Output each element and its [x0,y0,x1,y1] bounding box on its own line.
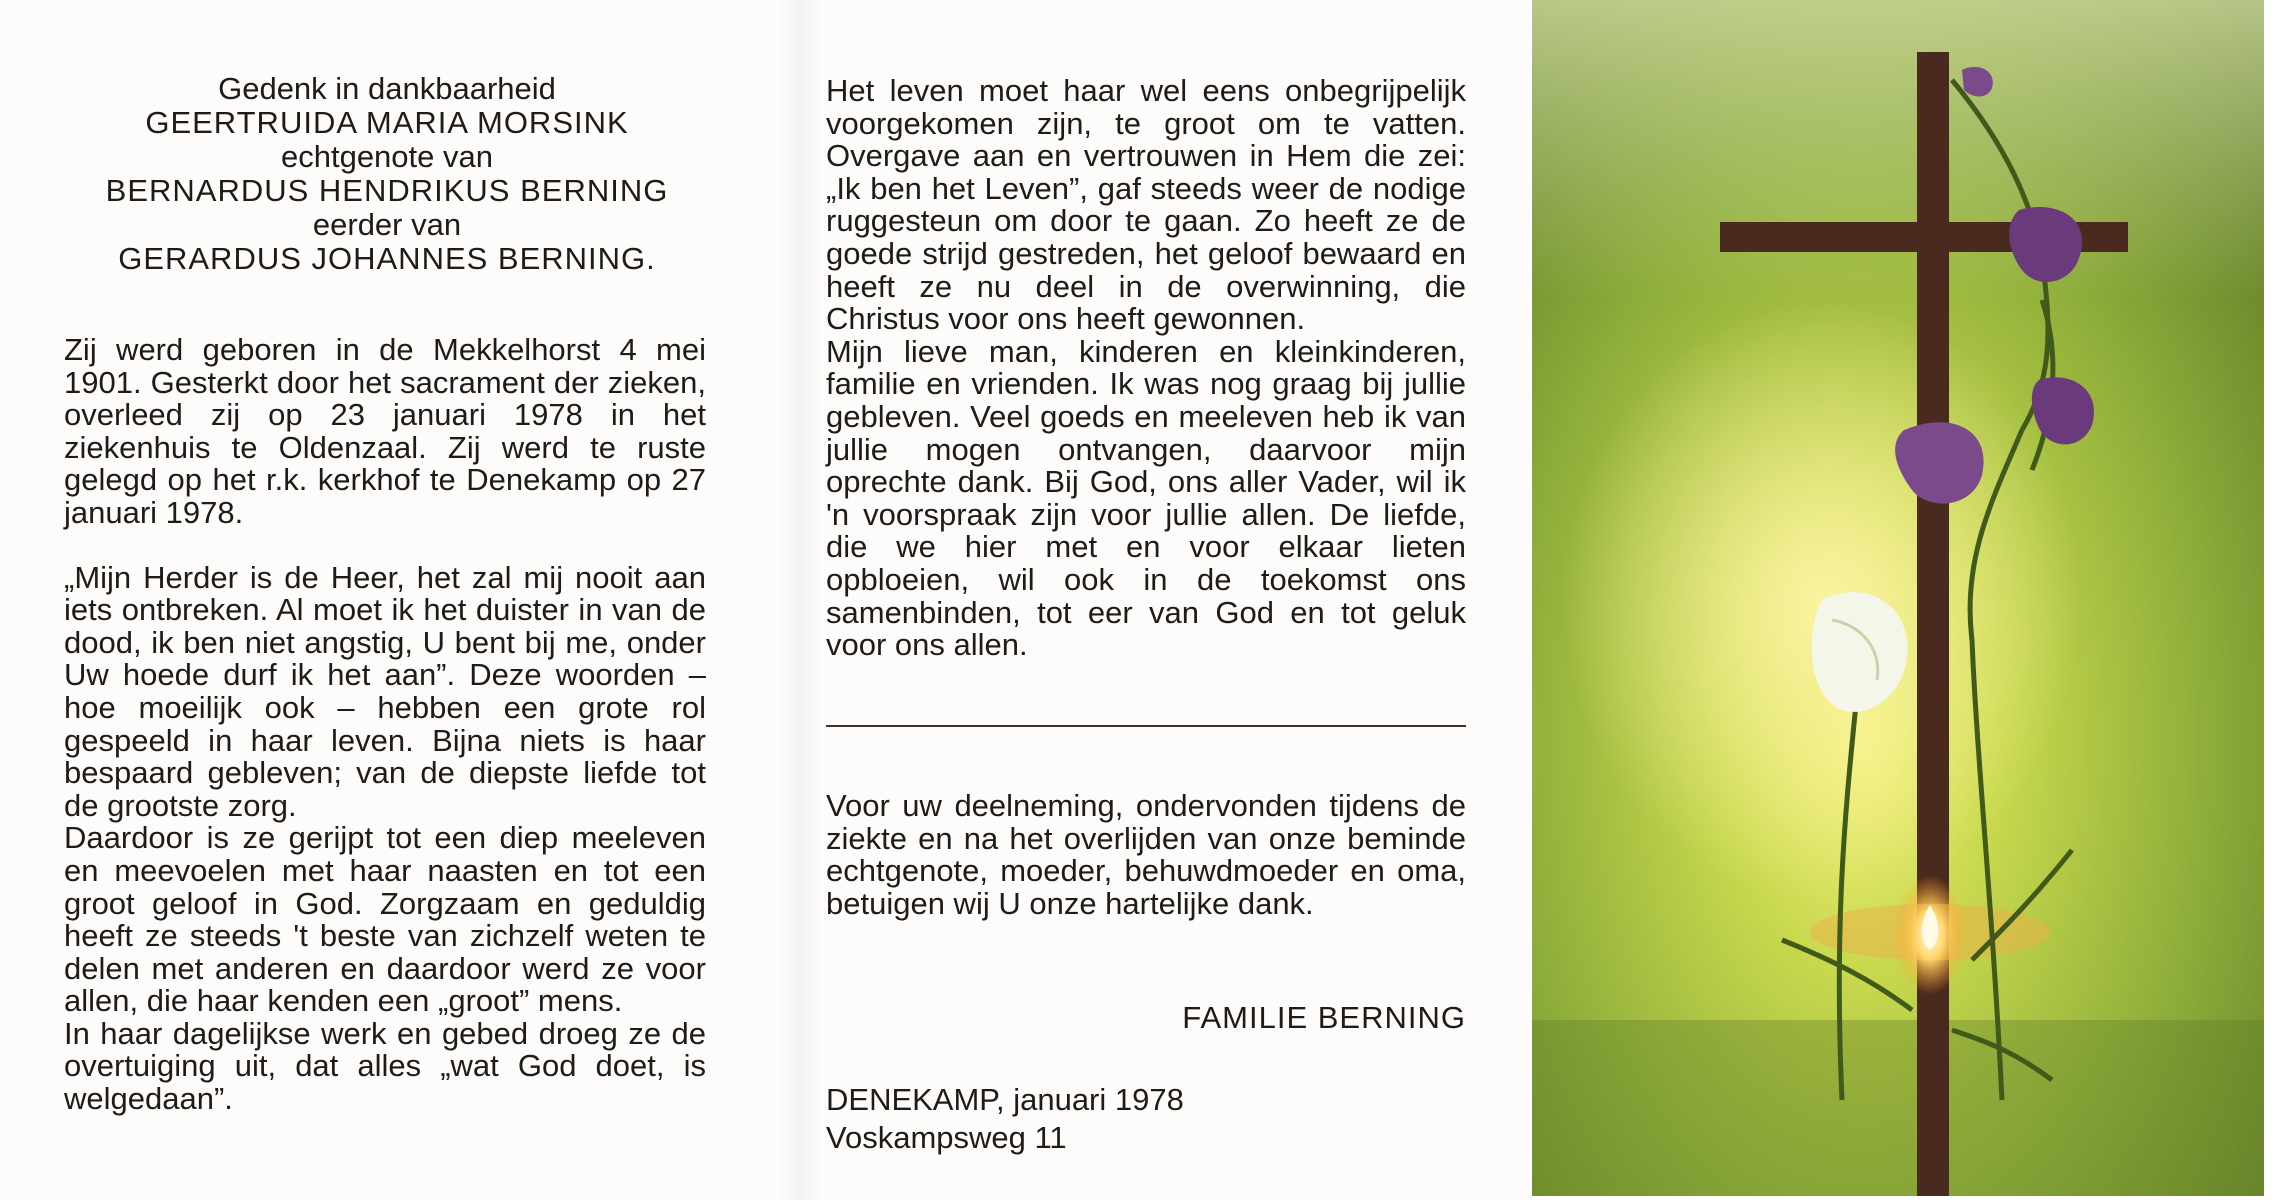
divider-rule [826,725,1466,727]
card-fold-line [778,0,822,1200]
left-paragraph-faith: In haar dagelijkse werk en gebed droeg ze de overtuiging uit, dat alles „wat God doet, is welgedaan”. [64,1015,706,1117]
left-paragraph-biography: Zij werd geboren in de Mekkelhorst 4 mei 1901. Gesterkt door het sacrament der zieken, overleed zij op 23 januari 1978 in het ziekenhuis te Oldenzaal. Zij werd te ruste gelegd op het r.k. kerkhof te Denekamp op 27 januari 1978. [64,332,706,530]
left-column-text [64,334,706,1116]
place-and-address [826,1081,1184,1157]
thanks-text [826,790,1466,920]
place-date: DENEKAMP, januari 1978 [826,1082,1184,1117]
heading-spouse-name: BERNARDUS HENDRIKUS BERNING [105,173,669,208]
cross-with-flowers-image [1532,0,2291,1200]
cross-photo-panel [1532,0,2291,1200]
heading-former-label: eerder van [312,207,462,242]
right-paragraph-life: Het leven moet haar wel eens onbegrijpelijk voorgekomen zijn, te groot om te vatten. Overgave aan en vertrouwen in Hem die zei: „Ik ben het Leven”, gaf steeds weer de nodige ruggesteun om door te gaan. Zo heeft ze de goede strijd gestreden, het geloof bewaard en heeft ze nu deel in de overwinning, die Christus voor ons heeft gewonnen. [826,73,1466,337]
street-address: Voskampsweg 11 [826,1120,1067,1155]
family-signature: FAMILIE BERNING [1182,1000,1466,1035]
thanks-paragraph: Voor uw deelneming, ondervonden tijdens de ziekte en na het overlijden van onze beminde echtgenote, moeder, behuwdmoeder en oma, betuigen wij U onze hartelijke dank. [826,788,1466,921]
heading-former-spouse-name: GERARDUS JOHANNES BERNING. [118,241,656,276]
card-heading [62,72,712,276]
heading-gedenk: Gedenk in dankbaarheid [218,71,556,106]
right-paragraph-farewell: Mijn lieve man, kinderen en kleinkinderen, familie en vrienden. Ik was nog graag bij jullie gebleven. Veel goeds en meeleven heb ik van jullie mogen ontvangen, daarvoor mijn oprechte dank. Bij God, ons aller Vader, wil ik 'n voorspraak zijn voor jullie allen. De liefde, die we hier met en voor elkaar lieten opbloeien, wil ook in de toekomst ons samenbinden, tot eer van God en tot geluk voor ons allen. [826,333,1466,663]
heading-deceased-name: GEERTRUIDA MARIA MORSINK [145,105,629,140]
left-paragraph-psalm: „Mijn Herder is de Heer, het zal mij nooit aan iets ontbreken. Al moet ik het duister in van de dood, ik ben niet angstig, U bent bij me, onder Uw hoede durf ik het aan”. Deze woorden – hoe moeilijk ook – hebben een grote rol gespeeld in haar leven. Bijna niets is haar bespaard gebleven; van de diepste liefde tot de grootste zorg. [64,559,706,823]
right-column-text [826,75,1466,662]
heading-spouse-label: echtgenote van [280,139,493,174]
left-paragraph-character: Daardoor is ze gerijpt tot een diep meeleven en meevoelen met haar naasten en tot een groot geloof in God. Zorgzaam en geduldig heeft ze steeds 't beste van zichzelf weten te delen met anderen en daardoor werd ze voor allen, die haar kenden een „groot” mens. [64,820,706,1019]
